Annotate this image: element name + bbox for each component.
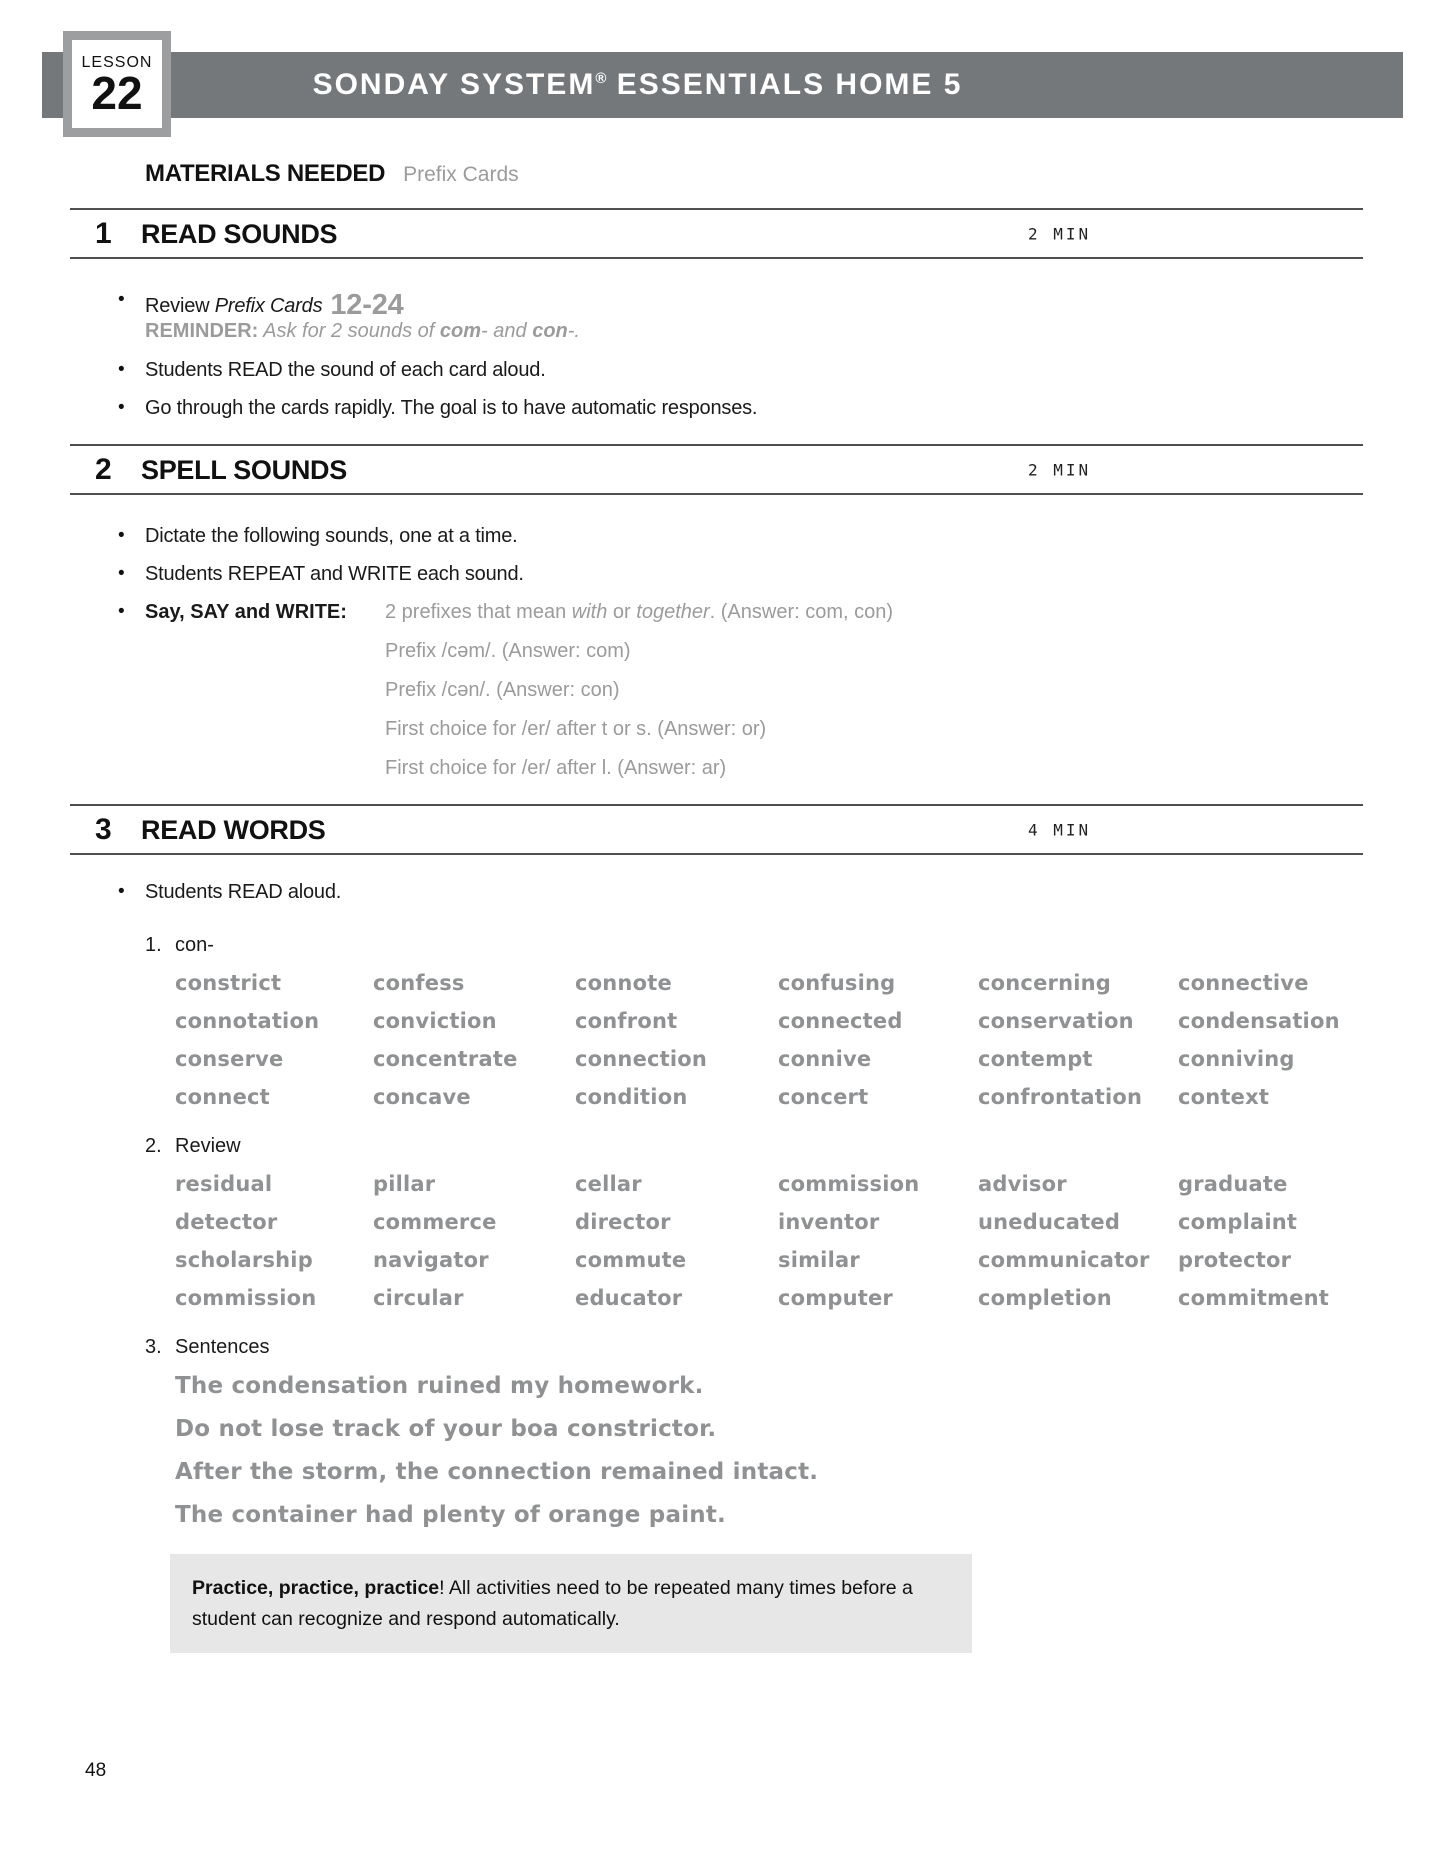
practice-note-text: ! All activities need to be repeated many times before a student can recognize and respond automatically.	[192, 1577, 913, 1630]
sentence: The container had plenty of orange paint.	[175, 1502, 726, 1528]
materials-value: Prefix Cards	[403, 163, 519, 186]
con-word: concentrate	[373, 1047, 518, 1071]
review-word: protector	[1178, 1248, 1292, 1272]
bullet-dot: •	[118, 289, 125, 310]
review-word: circular	[373, 1286, 464, 1310]
con-word: condition	[575, 1085, 688, 1109]
review-word: navigator	[373, 1248, 489, 1272]
sentence-list	[175, 1373, 1445, 1528]
bullet-dictate	[118, 525, 1445, 548]
bullet-read-sound	[118, 359, 1445, 382]
materials-row	[145, 160, 1445, 188]
review-text: Review	[145, 295, 215, 317]
section2-time: 2 MIN	[1028, 460, 1092, 479]
page-title-rest: ESSENTIALS HOME 5	[606, 68, 963, 101]
con-word: constrict	[175, 971, 282, 995]
con-word: concert	[778, 1085, 869, 1109]
sentence: After the storm, the connection remained intact.	[175, 1459, 819, 1485]
con-word: context	[1178, 1085, 1270, 1109]
prefix-cards-italic: Prefix Cards	[214, 295, 323, 317]
review-word: inventor	[778, 1210, 880, 1234]
dictation-lines	[385, 601, 893, 804]
review-word: detector	[175, 1210, 278, 1234]
item-number: 2.	[145, 1135, 162, 1157]
con-word: condensation	[1178, 1009, 1340, 1033]
item-con	[145, 934, 1445, 957]
reminder-post: -.	[567, 320, 580, 342]
section3-time: 4 MIN	[1028, 820, 1092, 839]
section1-time: 2 MIN	[1028, 224, 1092, 243]
con-word: connection	[575, 1047, 708, 1071]
bullet-dot: •	[118, 397, 125, 418]
practice-note-box	[170, 1554, 972, 1653]
bullet-text: Students READ aloud.	[145, 881, 342, 903]
bullet-dot: •	[118, 601, 125, 622]
bullet-dot: •	[118, 881, 125, 902]
materials-label: MATERIALS NEEDED	[145, 160, 386, 187]
review-word: complaint	[1178, 1210, 1298, 1234]
section2-title: SPELL SOUNDS	[141, 454, 347, 485]
bullet-review-prefix-cards	[118, 289, 1445, 321]
con-word: contempt	[978, 1047, 1093, 1071]
line1-together: together	[636, 601, 710, 623]
section3-number: 3	[95, 813, 112, 846]
review-word: completion	[978, 1286, 1112, 1310]
bullet-dot: •	[118, 359, 125, 380]
review-word: cellar	[575, 1172, 642, 1196]
con-word: confront	[575, 1009, 678, 1033]
lesson-badge	[63, 31, 171, 137]
con-word: connote	[575, 971, 672, 995]
reminder-text: Ask for 2 sounds of	[258, 320, 440, 342]
section3-title: READ WORDS	[141, 814, 326, 845]
reminder-line	[145, 320, 1445, 343]
item-review	[145, 1135, 1445, 1158]
item-sentences	[145, 1336, 1445, 1359]
reminder-label: REMINDER:	[145, 320, 259, 342]
card-range: 12-24	[330, 289, 404, 321]
bullet-dot: •	[118, 525, 125, 546]
review-word: advisor	[978, 1172, 1067, 1196]
dictation-line-4: First choice for /er/ after t or s. (Answer: or)	[385, 718, 767, 740]
bullet-repeat-write	[118, 563, 1445, 586]
header-band	[42, 52, 1403, 118]
con-word: connect	[175, 1085, 270, 1109]
sentence: Do not lose track of your boa constrictor.	[175, 1416, 717, 1442]
item-number: 1.	[145, 934, 162, 956]
section1-header	[70, 208, 1363, 259]
bullet-text: Students REPEAT and WRITE each sound.	[145, 563, 524, 585]
dictation-line-3: Prefix /cən/. (Answer: con)	[385, 679, 620, 701]
con-word: concave	[373, 1085, 471, 1109]
review-word: similar	[778, 1248, 860, 1272]
con-word: confusing	[778, 971, 896, 995]
bullet-text: Dictate the following sounds, one at a time.	[145, 525, 518, 547]
con-word: connotation	[175, 1009, 320, 1033]
section1-body	[0, 289, 1445, 420]
practice-note-bold: Practice, practice, practice	[192, 1577, 440, 1599]
bullet-text: Students READ the sound of each card aloud.	[145, 359, 546, 381]
con-word: concerning	[978, 971, 1112, 995]
review-word: commerce	[373, 1210, 497, 1234]
dictation-line-2: Prefix /cəm/. (Answer: com)	[385, 640, 631, 662]
dictation-line-5: First choice for /er/ after l. (Answer: ar)	[385, 757, 727, 779]
bullet-text: Go through the cards rapidly. The goal is to have automatic responses.	[145, 397, 758, 419]
review-word: commission	[175, 1286, 317, 1310]
section2-header	[70, 444, 1363, 495]
section2-body	[0, 525, 1445, 804]
bullet-dot: •	[118, 563, 125, 584]
review-word: computer	[778, 1286, 893, 1310]
say-write-label: Say, SAY and WRITE:	[145, 601, 347, 623]
review-word: pillar	[373, 1172, 436, 1196]
con-word: connive	[778, 1047, 872, 1071]
con-word: confrontation	[978, 1085, 1143, 1109]
con-word-grid	[175, 971, 1445, 1109]
reminder-com: com	[439, 320, 482, 342]
review-word: commitment	[1178, 1286, 1329, 1310]
con-word: conniving	[1178, 1047, 1295, 1071]
bullet-say-write	[118, 601, 1445, 804]
reminder-mid: - and	[481, 320, 533, 342]
review-word: communicator	[978, 1248, 1150, 1272]
con-word: confess	[373, 971, 465, 995]
review-word: scholarship	[175, 1248, 313, 1272]
line1-answer: . (Answer: com, con)	[709, 601, 894, 623]
lesson-number: 22	[91, 67, 143, 120]
review-word: uneducated	[978, 1210, 1121, 1234]
review-word-grid	[175, 1172, 1445, 1310]
reminder-con: con	[532, 320, 568, 342]
review-word: director	[575, 1210, 671, 1234]
line1-pre: 2 prefixes that mean	[385, 601, 572, 623]
bullet-text	[145, 289, 404, 321]
con-word: conservation	[978, 1009, 1134, 1033]
lesson-label: LESSON	[81, 54, 153, 72]
review-word: commute	[575, 1248, 687, 1272]
review-word: educator	[575, 1286, 683, 1310]
bullet-rapid-cards	[118, 397, 1445, 420]
con-word: conserve	[175, 1047, 284, 1071]
sentence: The condensation ruined my homework.	[175, 1373, 704, 1399]
review-word: residual	[175, 1172, 273, 1196]
section1-number: 1	[95, 217, 112, 250]
line1-mid: or	[607, 601, 637, 623]
section1-title: READ SOUNDS	[141, 218, 338, 249]
content	[0, 150, 1445, 1653]
review-word: graduate	[1178, 1172, 1288, 1196]
item-title: con-	[175, 934, 214, 956]
section2-number: 2	[95, 453, 112, 486]
con-word: connected	[778, 1009, 903, 1033]
item-title: Sentences	[175, 1336, 270, 1358]
page-number: 48	[85, 1760, 107, 1781]
registered-mark: ®	[595, 70, 607, 87]
page-title	[313, 68, 963, 102]
page-title-main: SONDAY SYSTEM	[312, 68, 596, 101]
section3-header	[70, 804, 1363, 855]
con-word: connective	[1178, 971, 1309, 995]
review-word: commission	[778, 1172, 920, 1196]
item-number: 3.	[145, 1336, 162, 1358]
item-title: Review	[175, 1135, 241, 1157]
con-word: conviction	[373, 1009, 497, 1033]
dictation-line-1	[385, 601, 893, 624]
line1-with: with	[571, 601, 608, 623]
section3-body	[0, 881, 1445, 1653]
bullet-read-aloud	[118, 881, 1445, 904]
